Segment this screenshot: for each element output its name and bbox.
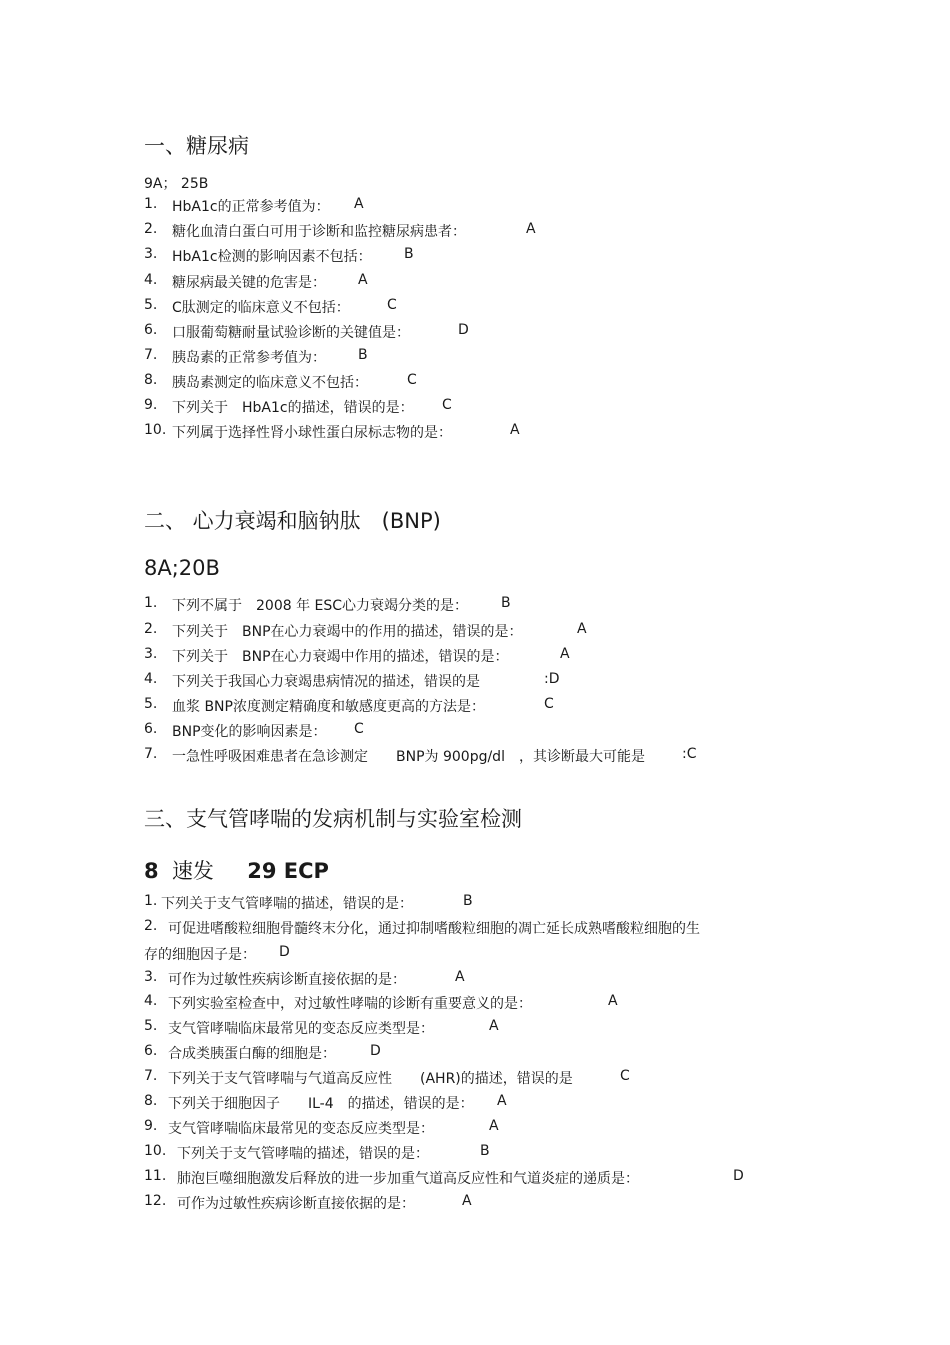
question-row <box>144 221 784 241</box>
question-row <box>144 422 784 442</box>
question-answer: C <box>354 721 364 737</box>
section-3-count-label: 速发 <box>171 859 214 883</box>
question-number: 1. <box>144 595 158 611</box>
question-number: 2. <box>144 221 158 237</box>
question-row <box>144 646 784 666</box>
question-row <box>144 1168 784 1188</box>
question-number: 12. <box>144 1193 167 1209</box>
question-number: 4. <box>144 993 158 1009</box>
question-row <box>144 746 784 766</box>
question-number: 11. <box>144 1168 167 1184</box>
question-row <box>144 1043 784 1063</box>
question-number: 5. <box>144 1018 158 1034</box>
question-answer: A <box>462 1193 472 1209</box>
question-answer: B <box>404 246 414 262</box>
question-text: 下列关于我国心力衰竭患病情况的描述，错误的是 <box>172 674 480 690</box>
question-number: 4. <box>144 671 158 687</box>
question-answer: C <box>387 297 397 313</box>
question-answer: A <box>577 621 587 637</box>
question-text: 一急性呼吸困难患者在急诊测定 BNP为 900pg/dl ，其诊断最大可能是 <box>172 749 645 765</box>
question-answer: A <box>489 1118 499 1134</box>
section-3-count <box>144 855 329 885</box>
question-number: 7. <box>144 1068 158 1084</box>
question-answer: D <box>733 1168 744 1184</box>
question-row <box>144 595 784 615</box>
question-text: C肽测定的临床意义不包括： <box>172 300 350 316</box>
question-row <box>144 671 784 691</box>
question-number: 3. <box>144 246 158 262</box>
question-number: 6. <box>144 322 158 338</box>
question-text: 下列关于支气管哮喘的描述，错误的是： <box>177 1146 429 1162</box>
question-answer: C <box>442 397 452 413</box>
question-answer: C <box>407 372 417 388</box>
question-number: 6. <box>144 721 158 737</box>
question-text: 下列关于 HbA1c的描述，错误的是： <box>172 400 414 416</box>
question-text: 糖尿病最关键的危害是： <box>172 275 326 291</box>
question-answer: A <box>510 422 520 438</box>
question-text: 下列关于 BNP在心力衰竭中的作用的描述，错误的是： <box>172 624 523 640</box>
question-row <box>144 1068 784 1088</box>
question-text: 合成类胰蛋白酶的细胞是： <box>168 1046 336 1062</box>
question-answer: B <box>501 595 511 611</box>
question-number: 3. <box>144 969 158 985</box>
question-text: 胰岛素测定的临床意义不包括： <box>172 375 368 391</box>
question-text: 糖化血清白蛋白可用于诊断和监控糖尿病患者： <box>172 224 466 240</box>
question-number: 1. <box>144 196 158 212</box>
question-number: 1. <box>144 893 158 909</box>
question-answer: A <box>455 969 465 985</box>
question-text: 可促进嗜酸粒细胞骨髓终末分化，通过抑制嗜酸粒细胞的凋亡延长成熟嗜酸粒细胞的生 <box>168 921 700 937</box>
question-row <box>144 1193 784 1213</box>
question-text: 下列关于 BNP在心力衰竭中作用的描述，错误的是： <box>172 649 509 665</box>
question-number: 8. <box>144 1093 158 1109</box>
question-number: 7. <box>144 347 158 363</box>
question-number: 2. <box>144 621 158 637</box>
question-row <box>144 696 784 716</box>
question-text: 口服葡萄糖耐量试验诊断的关键值是： <box>172 325 410 341</box>
question-answer: B <box>463 893 473 909</box>
question-row <box>144 1018 784 1038</box>
question-row <box>144 1143 784 1163</box>
question-text: 可作为过敏性疾病诊断直接依据的是： <box>177 1196 415 1212</box>
question-answer: A <box>560 646 570 662</box>
question-row <box>144 397 784 417</box>
question-text: 下列关于支气管哮喘的描述，错误的是： <box>161 896 413 912</box>
question-answer: :C <box>682 746 697 762</box>
question-number: 10. <box>144 422 167 438</box>
question-row <box>144 196 784 216</box>
question-answer: D <box>370 1043 381 1059</box>
question-row <box>144 993 784 1013</box>
question-text: 下列不属于 2008 年 ESC心力衰竭分类的是： <box>172 598 469 614</box>
question-answer: D <box>279 944 290 960</box>
question-answer: A <box>489 1018 499 1034</box>
question-text: 肺泡巨噬细胞激发后释放的进一步加重气道高反应性和气道炎症的递质是： <box>177 1171 639 1187</box>
question-text: 血浆 BNP浓度测定精确度和敏感度更高的方法是： <box>172 699 485 715</box>
question-row <box>144 272 784 292</box>
question-number: 4. <box>144 272 158 288</box>
question-answer: A <box>526 221 536 237</box>
question-text: 下列实验室检查中，对过敏性哮喘的诊断有重要意义的是： <box>168 996 532 1012</box>
question-number: 3. <box>144 646 158 662</box>
question-answer: A <box>497 1093 507 1109</box>
question-row <box>144 297 784 317</box>
question-answer: A <box>608 993 618 1009</box>
question-row <box>144 893 784 913</box>
section-3-count-number: 8 <box>144 859 159 883</box>
question-row <box>144 322 784 342</box>
question-row <box>144 246 784 266</box>
question-number: 5. <box>144 696 158 712</box>
question-row <box>144 621 784 641</box>
question-number: 9. <box>144 1118 158 1134</box>
question-row <box>144 347 784 367</box>
question-answer: B <box>480 1143 490 1159</box>
question-text: BNP变化的影响因素是： <box>172 724 327 740</box>
question-text: HbA1c检测的影响因素不包括： <box>172 249 372 265</box>
question-answer: D <box>458 322 469 338</box>
question-text: HbA1c的正常参考值为： <box>172 199 330 215</box>
question-number: 6. <box>144 1043 158 1059</box>
question-row <box>144 372 784 392</box>
question-answer: C <box>620 1068 630 1084</box>
section-1-title: 一、糖尿病 <box>144 134 249 158</box>
question-number: 8. <box>144 372 158 388</box>
question-text: 下列关于细胞因子 IL-4 的描述，错误的是： <box>168 1096 474 1112</box>
question-text: 支气管哮喘临床最常见的变态反应类型是： <box>168 1121 434 1137</box>
question-number: 10. <box>144 1143 167 1159</box>
question-text: 下列属于选择性肾小球性蛋白尿标志物的是： <box>172 425 452 441</box>
question-row <box>144 1118 784 1138</box>
question-row-continuation <box>144 944 784 964</box>
question-text: 可作为过敏性疾病诊断直接依据的是： <box>168 972 406 988</box>
question-number: 7. <box>144 746 158 762</box>
question-number: 9. <box>144 397 158 413</box>
question-answer: A <box>358 272 368 288</box>
question-text-continued: 存的细胞因子是： <box>144 947 256 963</box>
question-answer: A <box>354 196 364 212</box>
question-number: 5. <box>144 297 158 313</box>
section-3-title: 三、支气管哮喘的发病机制与实验室检测 <box>144 807 522 831</box>
section-1-count: 9A； 25B <box>144 176 209 192</box>
section-2-count: 8A;20B <box>144 556 220 580</box>
question-row <box>144 918 784 938</box>
section-3-count-ecp: 29 ECP <box>247 859 329 883</box>
question-text: 下列关于支气管哮喘与气道高反应性 (AHR)的描述，错误的是 <box>168 1071 573 1087</box>
question-row <box>144 969 784 989</box>
question-answer: B <box>358 347 368 363</box>
question-text: 胰岛素的正常参考值为： <box>172 350 326 366</box>
question-row <box>144 721 784 741</box>
section-2-title: 二、 心力衰竭和脑钠肽 (BNP) <box>144 509 441 533</box>
question-row <box>144 1093 784 1113</box>
question-answer: C <box>544 696 554 712</box>
question-answer: :D <box>544 671 560 687</box>
question-number: 2. <box>144 918 158 934</box>
question-text: 支气管哮喘临床最常见的变态反应类型是： <box>168 1021 434 1037</box>
